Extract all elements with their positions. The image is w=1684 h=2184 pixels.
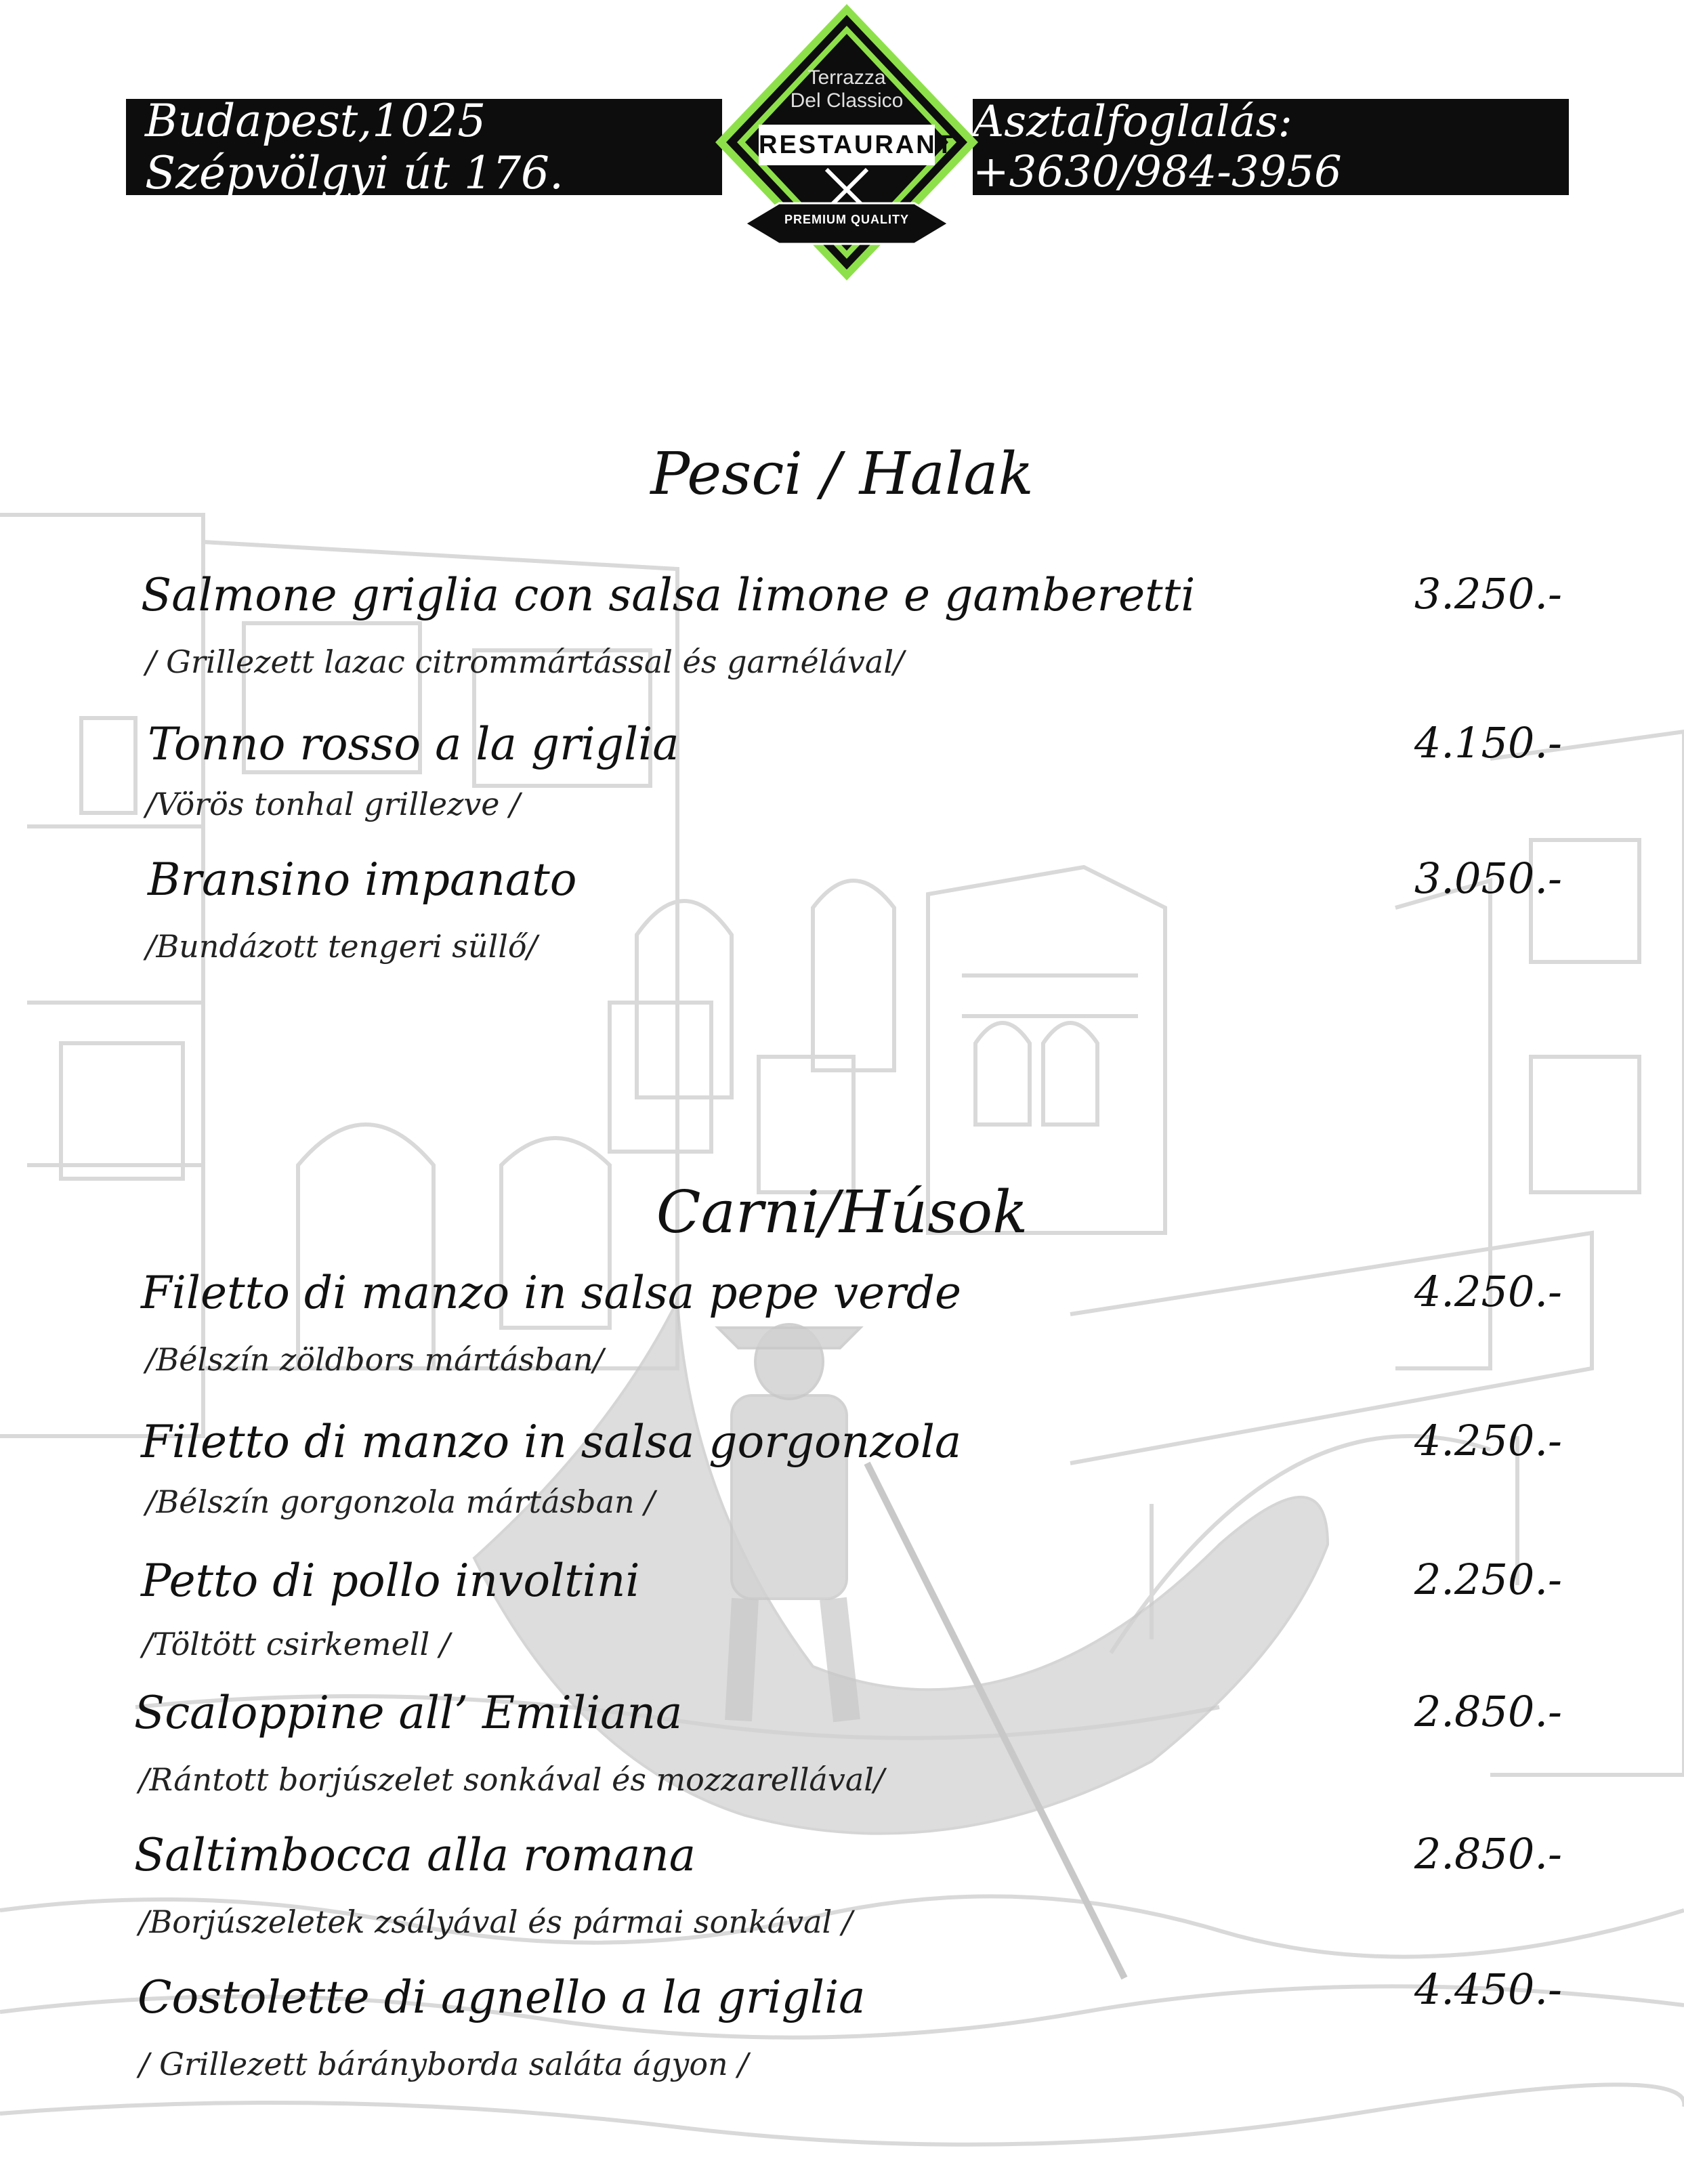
reservation-text: Asztalfoglalás: +3630/984-3956	[973, 97, 1342, 197]
menu-item-price: 3.250.-	[1414, 569, 1562, 618]
menu-item-price: 4.150.-	[1414, 718, 1562, 768]
logo-ribbon: PREMIUM QUALITY	[784, 213, 909, 226]
address-text: Budapest,1025 Szépvölgyi út 176.	[145, 95, 564, 199]
menu-item-name: Tonno rosso a la griglia	[148, 718, 679, 770]
logo-line2: Del Classico	[790, 89, 904, 112]
menu-item-description: /Töltött csirkemell /	[142, 1626, 450, 1662]
restaurant-logo	[704, 0, 989, 285]
menu-item-price: 4.450.-	[1414, 1965, 1562, 2014]
menu-item-name: Costolette di agnello a la griglia	[138, 1971, 866, 2023]
menu-item-name: Scaloppine all’ Emiliana	[134, 1687, 683, 1739]
menu-item-price: 2.250.-	[1414, 1555, 1562, 1604]
menu-item-price: 3.050.-	[1414, 854, 1562, 903]
menu-item-description: /Vörös tonhal grillezve /	[146, 786, 520, 822]
reservation-bar	[973, 99, 1569, 195]
menu-item-name: Filetto di manzo in salsa gorgonzola	[141, 1416, 962, 1468]
menu-item-price: 2.850.-	[1414, 1687, 1562, 1736]
menu-item-description: /Bélszín zöldbors mártásban/	[146, 1341, 604, 1378]
menu-item-name: Salmone griglia con salsa limone e gamberetti	[141, 569, 1196, 621]
section-title-carni: Carni/Húsok	[656, 1179, 1028, 1246]
menu-item-price: 2.850.-	[1414, 1829, 1562, 1878]
menu-item-name: Petto di pollo involtini	[141, 1555, 640, 1607]
menu-item-name: Filetto di manzo in salsa pepe verde	[141, 1267, 962, 1319]
menu-item-description: / Grillezett lazac citrommártással és garnélával/	[146, 644, 904, 680]
address-bar	[126, 95, 722, 199]
section-title-pesci: Pesci / Halak	[650, 440, 1034, 508]
menu-item-description: / Grillezett bárányborda saláta ágyon /	[139, 2046, 749, 2082]
logo-main: RESTAURANT	[759, 131, 954, 159]
menu-item-price: 4.250.-	[1414, 1416, 1562, 1465]
menu-item-name: Saltimbocca alla romana	[134, 1829, 696, 1881]
menu-item-name: Bransino impanato	[148, 854, 577, 906]
menu-item-description: /Bélszín gorgonzola mártásban /	[146, 1484, 655, 1520]
logo-line1: Terrazza	[807, 66, 886, 89]
menu-item-description: /Bundázott tengeri süllő/	[146, 928, 538, 965]
menu-item-description: /Rántott borjúszelet sonkával és mozzarellával/	[139, 1761, 885, 1798]
menu-item-description: /Borjúszeletek zsályával és pármai sonkával /	[139, 1904, 853, 1940]
menu-item-price: 4.250.-	[1414, 1267, 1562, 1316]
